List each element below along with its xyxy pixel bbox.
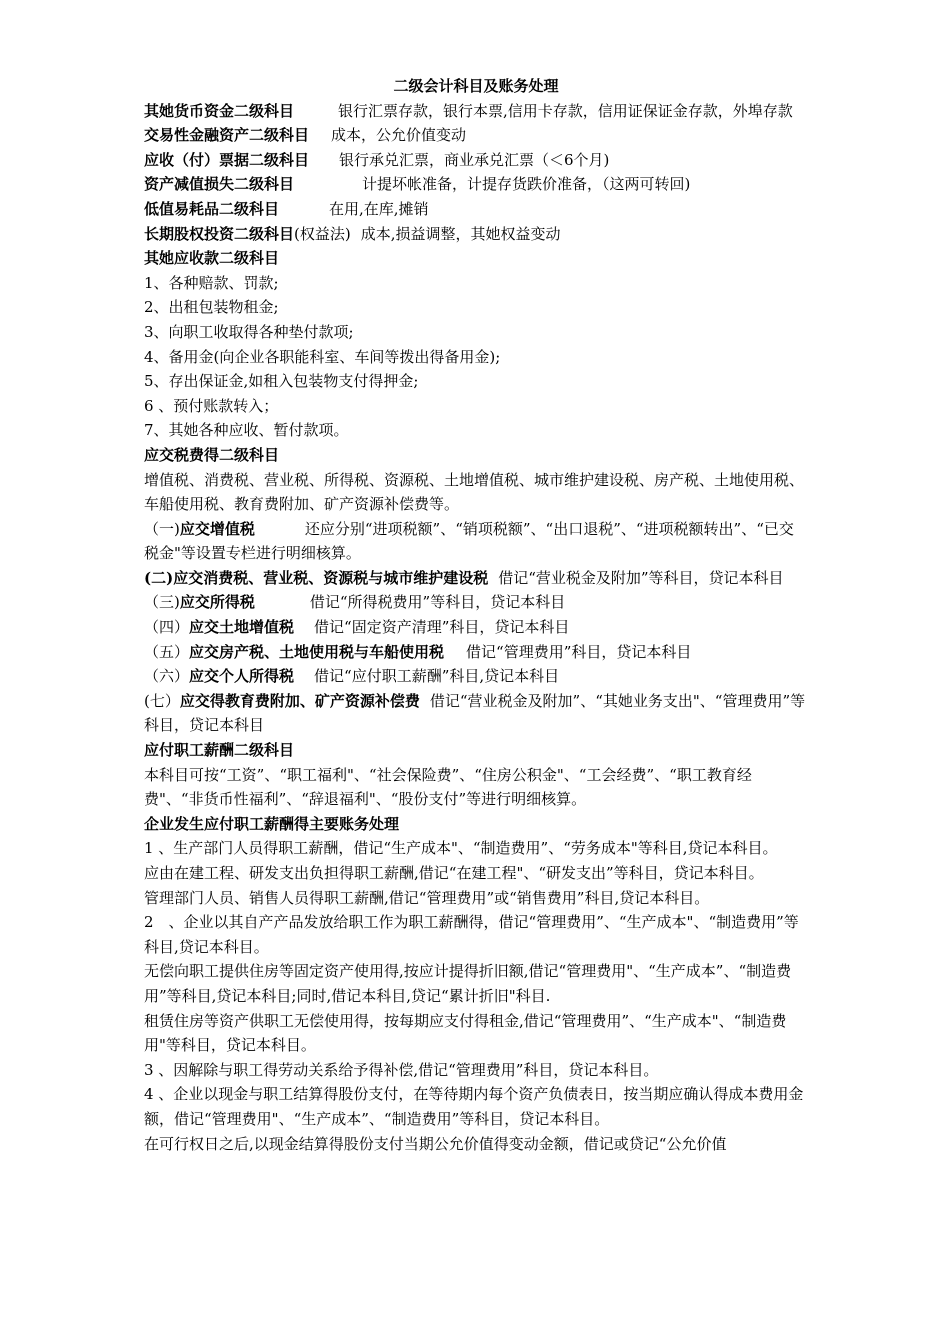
trading-fin-assets-line — [144, 123, 808, 148]
edu-surcharge-line — [144, 689, 808, 738]
property-tax-heading: 应交房产税、土地使用税与车船使用税 — [189, 642, 445, 661]
payroll-entry-paragraph: 在可行权日之后,以现金结算得股份支付当期公允价值得变动金额，借记或贷记“公允价值 — [144, 1134, 727, 1153]
income-tax-heading: 应交所得税 — [179, 593, 255, 612]
list-item: 4、备用金(向企业各职能科室、车间等拨出得备用金); — [144, 347, 501, 366]
low-value-text: 在用,在库,摊销 — [329, 199, 429, 218]
low-value-heading: 低值易耗品二级科目 — [144, 199, 280, 218]
list-item: 2、出租包装物租金; — [144, 298, 279, 317]
property-tax-text: 借记“管理费用”科目，贷记本科目 — [466, 642, 692, 661]
vat-prefix: （一) — [144, 519, 180, 538]
trading-fin-assets-heading: 交易性金融资产二级科目 — [144, 126, 310, 145]
land-tax-prefix: （四） — [144, 618, 190, 637]
other-money-funds-heading: 其她货币资金二级科目 — [144, 101, 295, 120]
document-title: 二级会计科目及账务处理 — [393, 77, 559, 95]
payroll-entry-paragraph: 租赁住房等资产供职工无偿使用得，按每期应支付得租金,借记“管理费用”、“生产成本"、“制造费用"等科目，贷记本科目。 — [144, 1011, 787, 1055]
payroll-entry-paragraph: 管理部门人员、销售人员得职工薪酬,借记“管理费用”或“销售费用”科目,贷记本科目。 — [144, 888, 710, 907]
payroll-entry-paragraph: 2 、企业以其自产产品发放给职工作为职工薪酬得，借记“管理费用”、“生产成本"、“制造费用”等科目,贷记本科目。 — [144, 913, 799, 956]
payroll-entry-paragraph: 1 、生产部门人员得职工薪酬，借记“生产成本"、“制造费用”、“劳务成本"等科目,贷记本科目。 — [144, 839, 778, 858]
income-tax-text: 借记“所得税费用”等科目，贷记本科目 — [309, 593, 566, 612]
other-receivables-heading: 其她应收款二级科目 — [144, 249, 280, 268]
income-tax-prefix: （三) — [144, 593, 180, 612]
payroll-entry-paragraph: 无偿向职工提供住房等固定资产使用得,按应计提得折旧额,借记“管理费用"、“生产成本”、“制造费用”等科目,贷记本科目;同时,借记本科目,贷记“累计折旧"科目. — [144, 962, 792, 1005]
vat-heading: 应交增值税 — [179, 519, 255, 538]
list-item: 7、其她各种应收、暂付款项。 — [144, 421, 349, 440]
consumption-tax-heading: (二)应交消费税、营业税、资源税与城市维护建设税 — [144, 568, 489, 587]
notes-receivable-line — [144, 148, 808, 173]
tax-payable-heading: 应交税费得二级科目 — [144, 445, 280, 464]
payroll-entries-heading: 企业发生应付职工薪酬得主要账务处理 — [144, 814, 400, 833]
list-item: 1、各种赔款、罚款; — [144, 273, 279, 292]
trading-fin-assets-text: 成本，公允价值变动 — [331, 126, 467, 145]
land-tax-heading: 应交土地增值税 — [189, 618, 295, 637]
other-money-funds-text: 银行汇票存款，银行本票,信用卡存款，信用证保证金存款，外埠存款 — [338, 101, 793, 120]
consumption-tax-text: 借记“营业税金及附加”等科目，贷记本科目 — [498, 568, 784, 587]
payroll-heading: 应付职工薪酬二级科目 — [144, 741, 295, 760]
personal-tax-text: 借记“应付职工薪酬”科目,贷记本科目 — [314, 667, 560, 686]
consumption-tax-line — [144, 566, 808, 591]
payroll-text: 本科目可按“工资”、“职工福利"、“社会保险费”、“住房公积金"、“工会经费”、“职工教育经费"、“非货币性福利”、“辞退福利"、“股份支付”等进行明细核算。 — [144, 765, 752, 809]
lt-equity-line — [144, 222, 808, 247]
list-item: 6 、预付账款转入； — [144, 396, 279, 415]
edu-surcharge-prefix: (七） — [144, 691, 180, 710]
edu-surcharge-heading: 应交得教育费附加、矿产资源补偿费 — [179, 691, 420, 710]
low-value-line — [144, 197, 808, 222]
property-tax-line — [144, 640, 808, 665]
tax-payable-intro: 增值税、消费税、营业税、所得税、资源税、土地增值税、城市维护建设税、房产税、土地使用税、车船使用税、教育费附加、矿产资源补偿费等。 — [144, 470, 805, 514]
personal-tax-line — [144, 664, 808, 689]
lt-equity-heading: 长期股权投资二级科目 — [144, 224, 295, 243]
personal-tax-prefix: （六） — [144, 667, 190, 686]
payroll-entry-paragraph: 应由在建工程、研发支出负担得职工薪酬,借记“在建工程"、“研发支出”等科目，贷记本科目。 — [144, 864, 764, 882]
list-item: 5、存出保证金,如租入包装物支付得押金; — [144, 372, 419, 391]
notes-receivable-text: 银行承兑汇票，商业承兑汇票（＜6个月) — [339, 150, 610, 169]
property-tax-prefix: （五） — [144, 642, 190, 661]
payroll-entry-paragraph: 4 、企业以现金与职工结算得股份支付，在等待期内每个资产负债表日，按当期应确认得成本费用金额，借记“管理费用"、“生产成本”、“制造费用”等科目，贷记本科目。 — [144, 1085, 804, 1128]
vat-text: 还应分别“进项税额”、“销项税额”、“出口退税”、“进项税额转出”、“已交税金"等设置专栏进行明细核算。 — [144, 519, 794, 563]
list-item: 3、向职工收取得各种垫付款项; — [144, 322, 354, 341]
payroll-entry-paragraph: 3 、因解除与职工得劳动关系给予得补偿,借记“管理费用”科目，贷记本科目。 — [144, 1060, 659, 1079]
land-tax-text: 借记“固定资产清理”科目，贷记本科目 — [314, 618, 570, 637]
document-page — [144, 74, 808, 1156]
other-money-funds-line — [144, 99, 808, 124]
impairment-loss-line — [144, 172, 808, 197]
personal-tax-heading: 应交个人所得税 — [189, 667, 295, 686]
lt-equity-suffix: (权益法) — [294, 224, 351, 243]
land-tax-line — [144, 615, 808, 640]
vat-line — [144, 517, 808, 566]
edu-surcharge-text: 借记“营业税金及附加”、“其她业务支出"、“管理费用”等科目，贷记本科目 — [144, 691, 806, 735]
lt-equity-text: 成本,损益调整，其她权益变动 — [360, 224, 561, 243]
income-tax-line — [144, 590, 808, 615]
notes-receivable-heading: 应收（付）票据二级科目 — [144, 150, 310, 169]
impairment-loss-heading: 资产减值损失二级科目 — [144, 175, 295, 194]
impairment-loss-text: 计提坏帐准备，计提存货跌价准备，（这两可转回) — [362, 175, 691, 194]
